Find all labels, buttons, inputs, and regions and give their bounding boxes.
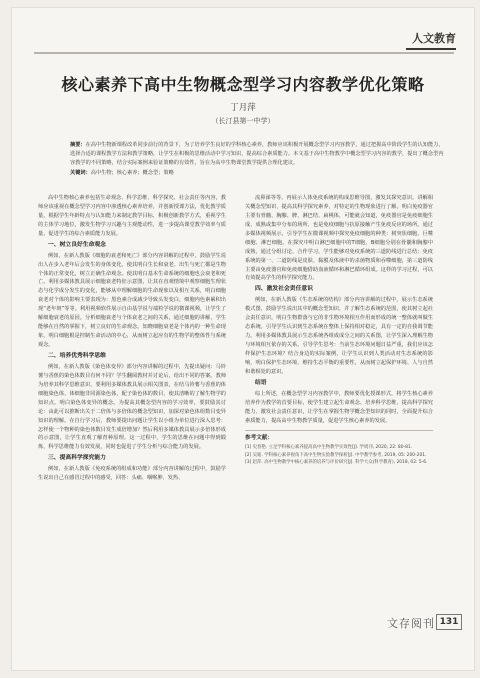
right-column-body: [245, 194, 433, 426]
body-paragraph: 例如，在新人教版《染色体变异》部分内容讲解的过程中，先提出疑问：马铃薯与香蕉的染色体数目有何不同？学生翻阅教材并讨论后，给出不同的答案。教师为培养其科学思维意识，要利用多媒体教具展示相关图表，在结马铃薯与香蕉的体细胞染色体、体细胞非同源染色体、配子染色体的数目，使其清晰的了解生物学的知识点。明白染色体变异的概念。为提高其概念型内容的学习效率，要鼓励其讨论：由此可以推断出关于二倍体与多倍体的概念型知识，加深对染色体组数目变异知识的理解。在自行学习后，教师要提出问题让学生以小组为单位进行深入思考：怎样使一个物种的染色体数目发生成倍增加？然后利用多媒体教具展示多倍体形成的示意图，让学生直观了解育种原理。这一过程中，学生的思维在问题中得到锻炼，科学思维能力有效发展，同时也促进了学生分析与综合能力的发展。: [38, 363, 226, 451]
references: [245, 430, 433, 467]
right-column: [245, 194, 433, 467]
keywords-label: 关键词：: [70, 170, 91, 177]
section-heading: 二、培养优秀科学思维: [48, 352, 106, 359]
body-paragraph: 综上所述，在概念型学习内容教学中，教师要优化授课形式，将学生核心素养培养作为教学的首要目标，使学生建立起生命观念、培养科学思维、提高科学探究能力、激发社会责任意识，让学生在掌握生物学概念型知识的同时，全面提升综合素质能力，提高高中生物教学质量，促进学生核心素养的发展。: [245, 390, 433, 424]
page-number: 131: [436, 614, 462, 630]
journal-page: [12, 8, 474, 670]
abstract: [70, 141, 446, 178]
left-column: [38, 194, 226, 483]
abstract-label: 摘要：: [70, 142, 86, 148]
reference-item: [1] 史春艳. 立足学科核心素养提高高中生物教学实效性[J]. 学周刊, 2020, 22: 80-81.: [245, 445, 413, 451]
body-paragraph: 例如，在新人教版《生态系统的结构》部分内容讲解的过程中，展示生态系统模式图，鼓励学生说出其中的概念型知识，并了解生态系统的范围，使其树立起社会责任意识，明白生物群落与它的非生物环境相互作用而形成的统一整体就叫做生态系统。引导学生认识到生态系统在整体上保持相对稳定，具有一定的自我调节能力。利用多媒体教具展示生态系统各组成成分之间的关系图，让学生深入理解生物与环境相互依存的关系。引导学生思考：当前生态环境问题日益严重，我们应该怎样保护生态环境？结合身边的实际案例，让学生认识到人类活动对生态系统的影响，明白保护生态环境、维持生态平衡的重要性，从而树立起保护环境、人与自然和谐相处的意识。: [245, 297, 433, 375]
reference-item: [2] 吴迪. 学科核心素养视角下高中生物实验教学探析[J]. 中学教学参考, 2019, 05: 200-201.: [245, 452, 427, 458]
journal-logo: 文存阅刊: [387, 617, 435, 630]
body-paragraph: 例如，在新人教版《细胞的衰老和死亡》部分内容讲解的过程中，鼓励学生说出人在步入老年后会发生的身体变化，使其明白生长和衰老、出生与死亡都是生物个体的正常变化，树立正确生命观念。使其明白基本生命系统的细胞也会衰老和死亡。利用多媒体教具展示细胞衰老特征示意图，让其在直观情境中观察细胞生理状态与化学成分发生的变化，能够从中理解细胞的生命现象以及相互关系，明白细胞衰老对个体的影响主要表现为：黑色素合成减少导致头发变白，细胞内色素累积出现“老年斑”等等。利用视频软件展示自由基学说与端粒学说的微课视频，让学生了解细胞衰老的原因。分析细胞衰老与个体衰老之间的关系，通过细胞的讲解，学生能够在自然的掌握下，树立良好的生命观念。知晓细胞衰老是个体内的一种生命现象，明白细胞根是控制生命活动的中心，从而树立起应有的生物学的整体性与系统观念。: [38, 252, 226, 349]
body-paragraph: 流鼻涕等等。再展示人体免疫系统的构成思维导图，激发其探究意识。讲解相关概念型知识，提高其科学探究素养，对特定的生物现象进行了解，明白免疫器官主要有骨髓、胸腺、脾、淋巴结、扁桃体，可能就会知道，免疫器官是免疫细胞生成、成熟或集中分布的场所，也是免疫细胞与抗原接触产生免疫反应的场所。通过多媒体视频展示，引导学生在微课视频中探究免疫细胞的种类：树突状细胞、巨噬细胞、淋巴细胞。在探究中明白淋巴细胞中的T细胞、B细胞分别在骨髓和胸腺中成熟，通过分组讨论、合作学习，学生能够对免疫系统的三道防线进行总结：免疫系统的第一、二道防线是皮肤、黏膜及体液中的杀菌物质和吞噬细胞，第三道防线主要由免疫器官和免疫细胞借助血液循环和淋巴循环组成。这样的学习过程，可以有效提高学生的科学探究能力。: [245, 195, 433, 282]
body-paragraph: 高中生物核心素养包括生命观念、科学思维、科学探究、社会责任等内容，教师应该重视在概念型学习内容中渗透核心素养培养，并创新授课方法，优化教学质量，根据学生年龄特点与认知能力来制定教学目标，积极创新教学方式，重视学生的主体学习地位，激发生物学习兴趣与主观能动性，进一步提高课堂教学效率与质量，促进学生的综合素质能力发展。: [38, 195, 226, 237]
section-heading: 结语: [255, 379, 267, 386]
article-author: 丁月萍: [230, 103, 256, 113]
header-rule: [34, 52, 454, 54]
section-tag: 人文教育: [406, 30, 456, 50]
keywords-text: 高中生物；核心素养；概念型；策略: [90, 170, 174, 177]
references-heading: 参考文献：: [245, 430, 433, 444]
section-heading: 三、提高科学探究能力: [48, 455, 106, 462]
article-affiliation: （长汀县第一中学）: [211, 117, 275, 125]
article-title: 核心素养下高中生物概念型学习内容教学优化策略: [61, 75, 425, 94]
body-paragraph: 例如，在新人教版《免疫系统的组成和功能》部分内容讲解的过程中，鼓励学生说出自己在感冒过程中的感受，回答：头痛、咽喉肿、发热、: [38, 466, 226, 482]
reference-item: [3] 赵萍. 高中生物教学中核心素养的培养与评价研究[J]. 科学大众(科学教育), 2018, 02: 5-6.: [245, 460, 428, 466]
abstract-text: 在高中生物新课程改革同步前行的背景下，为了培养学生良好的学科核心素养，教师应该积极开展概念型学习内容教学，通过把握高中阶段学生的认知能力，选择合适的课程教学方法和教学策略，让学生在积极的思维活动中学习知识，提高综合素质能力。本文基于高中生物教学中概念型学习内容的教学，提出了概念型内容教学的不同策略，结合实际案例来验证策略的有效性，旨在为高中生物课堂教学提供合理化建议。: [70, 142, 444, 167]
section-heading: 四、激发社会责任意识: [255, 286, 313, 293]
section-heading: 一、树立良好生命观念: [48, 241, 106, 248]
